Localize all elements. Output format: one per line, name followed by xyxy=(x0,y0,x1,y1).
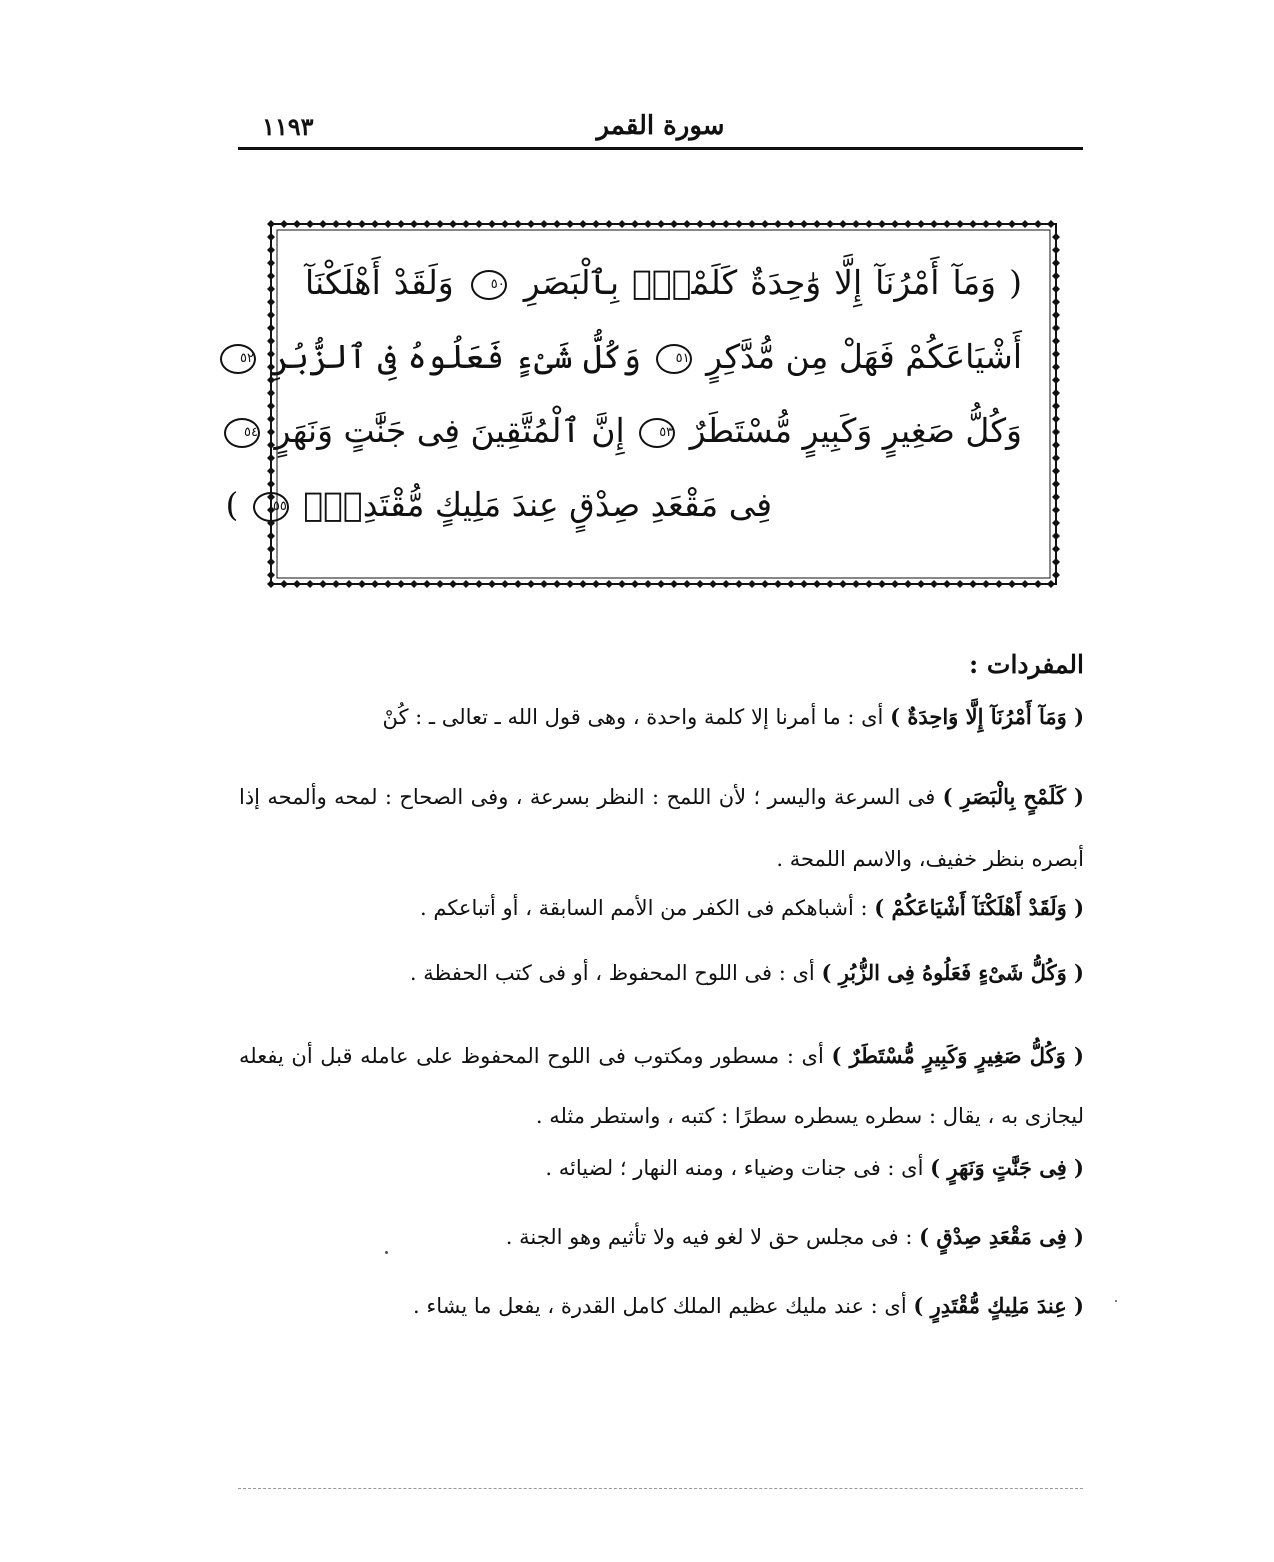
border-ornament xyxy=(332,220,340,228)
border-ornament xyxy=(1052,272,1060,280)
border-ornament xyxy=(839,580,847,588)
border-ornament xyxy=(579,580,587,588)
border-ornament xyxy=(1052,350,1060,358)
ayah-number-54: ٥٤ xyxy=(224,418,260,448)
border-ornament xyxy=(709,580,717,588)
border-ornament xyxy=(1052,480,1060,488)
border-ornament xyxy=(995,220,1003,228)
border-ornament xyxy=(1052,519,1060,527)
border-ornament xyxy=(774,220,782,228)
border-ornament xyxy=(1052,532,1060,540)
border-ornament xyxy=(514,580,522,588)
border-ornament xyxy=(397,580,405,588)
border-ornament xyxy=(553,580,561,588)
gloss-lemma: ( وَكُلُّ شَىْءٍ فَعَلُوهُ فِى الزُّبُرِ ) xyxy=(821,960,1084,985)
border-ornament xyxy=(787,580,795,588)
border-ornament xyxy=(1008,580,1016,588)
gloss-lemma: ( فِى مَقْعَدِ صِدْقٍ ) xyxy=(919,1224,1084,1249)
border-ornament xyxy=(1008,220,1016,228)
border-ornament xyxy=(527,220,535,228)
border-ornament xyxy=(319,220,327,228)
border-ornament xyxy=(371,580,379,588)
border-ornament xyxy=(917,220,925,228)
border-ornament xyxy=(735,580,743,588)
border-ornament xyxy=(1052,311,1060,319)
border-ornament xyxy=(995,580,1003,588)
vocabulary-heading: المفردات : xyxy=(968,650,1084,679)
verse-text: وَكُلُّ صَغِيرٍ وَكَبِيرٍ مُّسْتَطَرٌ xyxy=(689,411,1022,450)
gloss-text: فى السرعة واليسر ؛ لأن اللمح : النظر بسرعة ، وفى الصحاح : لمحه وألمحه إذا أبصره بنظر خفيف، والاسم اللمحة . xyxy=(239,785,1084,871)
border-ornament xyxy=(852,220,860,228)
border-ornament xyxy=(358,220,366,228)
border-ornament xyxy=(683,220,691,228)
border-ornament xyxy=(852,580,860,588)
border-ornament xyxy=(1052,428,1060,436)
border-ornament xyxy=(1034,580,1042,588)
border-ornament xyxy=(579,220,587,228)
border-ornament xyxy=(332,580,340,588)
border-ornament xyxy=(826,580,834,588)
gloss-lemma: ( فِى جَنَّٰتٍ وَنَهَرٍ ) xyxy=(930,1155,1084,1180)
border-ornament xyxy=(618,220,626,228)
gloss-text: أى : فى جنات وضياء ، ومنه النهار ؛ لضيائه . xyxy=(545,1156,924,1180)
header-rule xyxy=(238,147,1083,150)
border-ornament xyxy=(306,220,314,228)
border-ornament xyxy=(566,220,574,228)
border-ornament xyxy=(566,580,574,588)
border-ornament xyxy=(930,220,938,228)
border-ornament xyxy=(384,580,392,588)
border-ornament xyxy=(1052,259,1060,267)
border-ornament xyxy=(735,220,743,228)
border-ornament xyxy=(1052,285,1060,293)
verse-line-1 xyxy=(305,246,1022,320)
border-ornament xyxy=(488,580,496,588)
border-ornament xyxy=(1052,324,1060,332)
border-ornament xyxy=(670,220,678,228)
border-ornament xyxy=(449,220,457,228)
border-ornament xyxy=(267,558,275,566)
gloss-entry-6 xyxy=(239,1222,1084,1252)
gloss-lemma: ( وَكُلُّ صَغِيرٍ وَكَبِيرٍ مُّسْتَطَرٌ ) xyxy=(831,1043,1084,1068)
verse-block xyxy=(225,246,1022,542)
border-ornament xyxy=(267,285,275,293)
border-ornament xyxy=(397,220,405,228)
border-ornament xyxy=(631,580,639,588)
border-ornament xyxy=(774,580,782,588)
border-ornament xyxy=(748,580,756,588)
border-ornament xyxy=(592,220,600,228)
border-ornament xyxy=(800,220,808,228)
verse-text: إِنَّ ٱلْمُتَّقِينَ فِى جَنَّٰتٍ وَنَهَرٍ xyxy=(274,411,625,450)
border-ornament xyxy=(553,220,561,228)
border-ornament xyxy=(410,580,418,588)
ayah-number-52: ٥٢ xyxy=(220,344,256,374)
gloss-entry-4 xyxy=(239,1026,1084,1146)
border-ornament xyxy=(943,220,951,228)
border-ornament xyxy=(1034,220,1042,228)
ayah-number-55: ٥٥ xyxy=(253,492,289,522)
border-ornament xyxy=(722,580,730,588)
border-ornament xyxy=(1052,454,1060,462)
border-ornament xyxy=(280,220,288,228)
border-ornament xyxy=(696,220,704,228)
border-ornament xyxy=(1052,415,1060,423)
verse-line-2 xyxy=(239,320,1022,394)
border-ornament xyxy=(696,580,704,588)
border-ornament xyxy=(1021,580,1029,588)
border-ornament xyxy=(540,220,548,228)
border-ornament xyxy=(410,220,418,228)
border-ornament xyxy=(501,220,509,228)
scan-speck xyxy=(385,1251,388,1254)
border-ornament xyxy=(527,580,535,588)
border-ornament xyxy=(319,580,327,588)
gloss-lemma: ( كَلَمْحٍ بِالْبَصَرِ ) xyxy=(942,784,1084,809)
border-ornament xyxy=(449,580,457,588)
border-ornament xyxy=(475,580,483,588)
ayah-number-50: ٥٠ xyxy=(471,270,507,300)
verse-text: فِى مَقْعَدِ صِدْقٍ عِندَ مَلِيكٍ مُّقْتَدِرٍۭ xyxy=(303,485,772,524)
running-header xyxy=(238,108,1083,144)
border-ornament xyxy=(904,220,912,228)
border-ornament xyxy=(293,580,301,588)
border-ornament xyxy=(1052,441,1060,449)
border-ornament xyxy=(982,580,990,588)
border-ornament xyxy=(267,545,275,553)
border-ornament xyxy=(709,220,717,228)
border-ornament xyxy=(1052,233,1060,241)
border-ornament xyxy=(267,311,275,319)
border-ornament xyxy=(1052,571,1060,579)
verse-frame xyxy=(225,218,1062,590)
verse-text: وَلَقَدْ أَهْلَكْنَآ xyxy=(305,263,454,302)
border-ornament xyxy=(306,580,314,588)
border-ornament xyxy=(761,580,769,588)
gloss-text: : فى مجلس حق لا لغو فيه ولا تأثيم وهو الجنة . xyxy=(505,1225,913,1249)
border-ornament xyxy=(1052,467,1060,475)
border-ornament xyxy=(813,580,821,588)
border-ornament xyxy=(345,580,353,588)
border-ornament xyxy=(982,220,990,228)
border-ornament xyxy=(1052,376,1060,384)
verse-text: أَشْيَاعَكُمْ فَهَلْ مِن مُّدَّكِرٍ xyxy=(706,337,1022,376)
border-ornament xyxy=(618,580,626,588)
border-ornament xyxy=(267,246,275,254)
border-ornament xyxy=(423,220,431,228)
border-ornament xyxy=(267,259,275,267)
gloss-lemma: ( وَلَقَدْ أَهْلَكْنَآ أَشْيَاعَكُمْ ) xyxy=(874,895,1084,920)
footer-rule xyxy=(238,1488,1083,1489)
border-ornament xyxy=(1052,558,1060,566)
border-ornament xyxy=(800,580,808,588)
border-ornament xyxy=(436,220,444,228)
border-ornament xyxy=(462,220,470,228)
border-ornament xyxy=(644,580,652,588)
page-number: ١١٩٣ xyxy=(262,111,314,141)
border-ornament xyxy=(267,571,275,579)
border-ornament xyxy=(1052,298,1060,306)
border-ornament xyxy=(605,220,613,228)
gloss-lemma: ( عِندَ مَلِيكٍ مُّقْتَدِرٍ ) xyxy=(913,1293,1084,1318)
ayah-number-53: ٥٣ xyxy=(639,418,675,448)
border-ornament xyxy=(280,580,288,588)
border-ornament xyxy=(878,580,886,588)
border-ornament xyxy=(1052,402,1060,410)
border-ornament xyxy=(267,220,275,228)
border-ornament xyxy=(592,580,600,588)
gloss-entry-7 xyxy=(239,1291,1084,1321)
border-ornament xyxy=(1047,580,1055,588)
border-ornament xyxy=(748,220,756,228)
border-ornament xyxy=(605,580,613,588)
verse-line-4 xyxy=(225,468,1022,542)
border-ornament xyxy=(540,580,548,588)
border-ornament xyxy=(1052,506,1060,514)
border-ornament xyxy=(501,580,509,588)
gloss-entry-1b xyxy=(239,766,1084,890)
border-ornament xyxy=(878,220,886,228)
verse-text: وَكُلُّ شَىْءٍ فَعَلُوهُ فِى ٱلزُّبُرِ xyxy=(270,337,642,376)
border-ornament xyxy=(1052,493,1060,501)
border-ornament xyxy=(826,220,834,228)
border-ornament xyxy=(657,220,665,228)
gloss-entry-1 xyxy=(239,702,1084,732)
surah-title: سورة القمر xyxy=(596,111,725,141)
ayah-number-51: ٥١ xyxy=(656,344,692,374)
border-ornament xyxy=(267,233,275,241)
border-ornament xyxy=(488,220,496,228)
gloss-entry-3 xyxy=(239,958,1084,988)
gloss-text: : أشباهكم فى الكفر من الأمم السابقة ، أو أتباعكم . xyxy=(420,896,868,920)
border-ornament xyxy=(358,580,366,588)
border-ornament xyxy=(475,220,483,228)
border-ornament xyxy=(956,580,964,588)
border-ornament xyxy=(1047,220,1055,228)
border-ornament xyxy=(969,220,977,228)
verse-text: ( وَمَآ أَمْرُنَآ إِلَّا وَٰحِدَةٌ كَلَمْحٍۭ بِٱلْبَصَرِ xyxy=(523,263,1022,302)
border-ornament xyxy=(514,220,522,228)
border-ornament xyxy=(956,220,964,228)
border-ornament xyxy=(1021,220,1029,228)
border-ornament xyxy=(384,220,392,228)
border-ornament xyxy=(1052,246,1060,254)
border-ornament xyxy=(891,580,899,588)
gloss-entry-5 xyxy=(239,1153,1084,1183)
border-ornament xyxy=(371,220,379,228)
border-ornament xyxy=(670,580,678,588)
gloss-entry-2 xyxy=(304,893,1084,923)
border-ornament xyxy=(345,220,353,228)
border-ornament xyxy=(813,220,821,228)
border-ornament xyxy=(969,580,977,588)
border-ornament xyxy=(683,580,691,588)
border-ornament xyxy=(293,220,301,228)
border-ornament xyxy=(930,580,938,588)
border-ornament xyxy=(943,580,951,588)
border-ornament xyxy=(891,220,899,228)
border-ornament xyxy=(462,580,470,588)
gloss-text: أى : عند مليك عظيم الملك كامل القدرة ، يفعل ما يشاء . xyxy=(412,1294,907,1318)
border-ornament xyxy=(787,220,795,228)
border-ornament xyxy=(904,580,912,588)
border-ornament xyxy=(631,220,639,228)
border-ornament xyxy=(657,580,665,588)
border-ornament xyxy=(436,580,444,588)
border-ornament xyxy=(761,220,769,228)
scan-speck xyxy=(1115,1300,1117,1302)
border-ornament xyxy=(1052,363,1060,371)
border-ornament xyxy=(865,220,873,228)
gloss-lemma: ( وَمَآ أَمْرُنَآ إِلَّا وَاحِدَةٌ ) xyxy=(890,704,1084,729)
gloss-text: أى : ما أمرنا إلا كلمة واحدة ، وهى قول الله ـ تعالى ـ : كُنْ xyxy=(382,705,884,729)
border-ornament xyxy=(267,580,275,588)
border-ornament xyxy=(1052,389,1060,397)
verse-line-3 xyxy=(244,394,1022,468)
gloss-text: أى : مسطور ومكتوب فى اللوح المحفوظ على عامله قبل أن يفعله ليجازى به ، يقال : سطره يسطره سطرًا : كتبه ، واستطر مثله . xyxy=(239,1044,1084,1128)
border-ornament xyxy=(267,298,275,306)
border-ornament xyxy=(423,580,431,588)
border-ornament xyxy=(1052,545,1060,553)
border-ornament xyxy=(839,220,847,228)
gloss-text: أى : فى اللوح المحفوظ ، أو فى كتب الحفظة . xyxy=(409,961,815,985)
border-ornament xyxy=(722,220,730,228)
border-ornament xyxy=(267,272,275,280)
verse-text: ) xyxy=(225,485,239,524)
border-ornament xyxy=(644,220,652,228)
border-ornament xyxy=(865,580,873,588)
border-ornament xyxy=(917,580,925,588)
border-ornament xyxy=(1052,337,1060,345)
